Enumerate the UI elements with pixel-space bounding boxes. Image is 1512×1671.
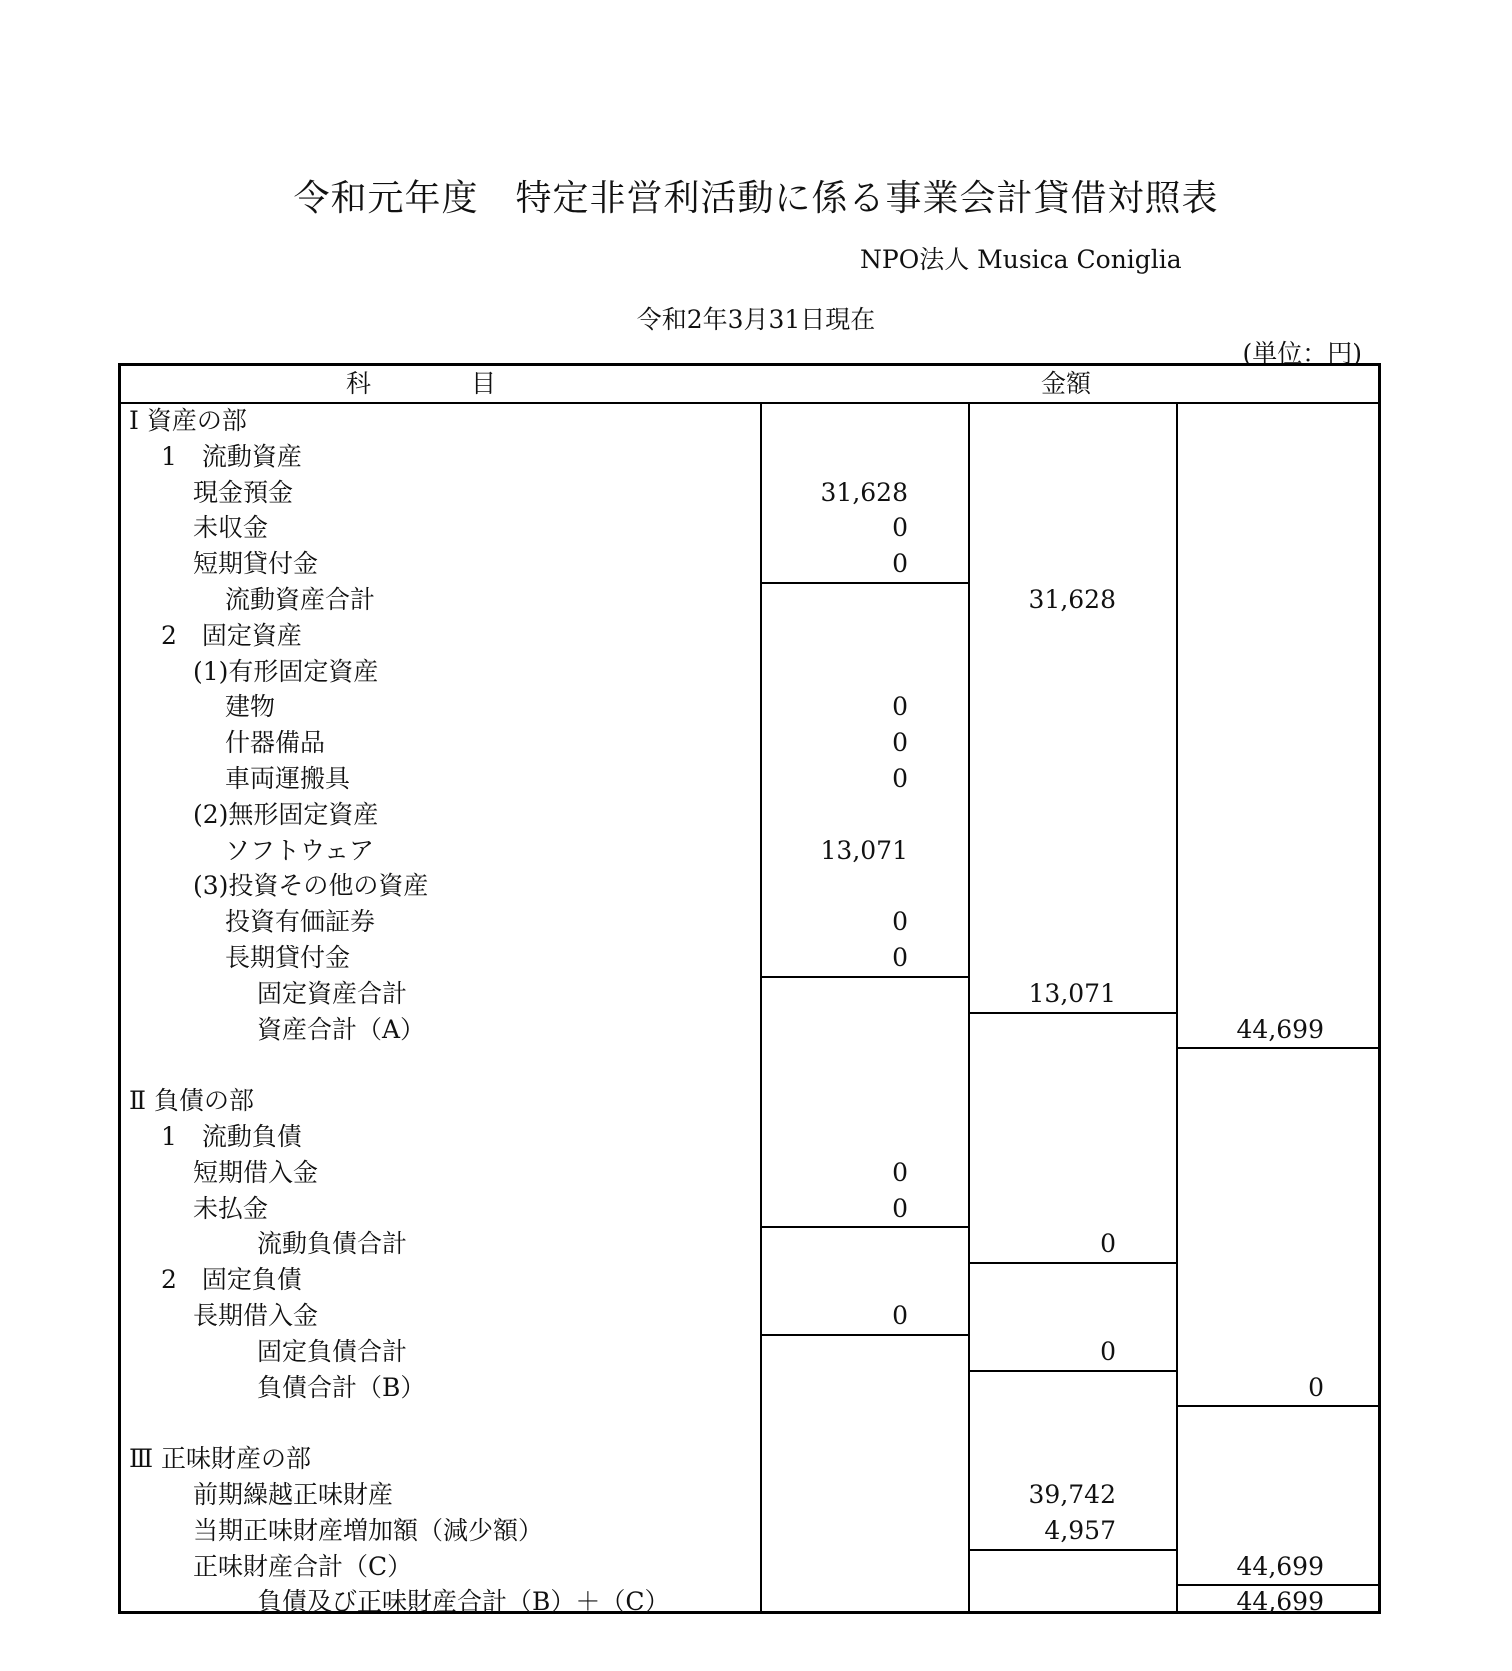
row-label: 負債合計（B） (257, 1372, 426, 1402)
amount-cell: 13,071 (820, 835, 908, 865)
row-label: Ⅱ 負債の部 (129, 1086, 254, 1116)
row-label: (1)有形固定資産 (193, 656, 379, 686)
amount-cell: 0 (892, 1193, 908, 1223)
document-title: 令和元年度 特定非営利活動に係る事業会計貸借対照表 (293, 178, 1219, 219)
amount-cell: 0 (892, 1157, 908, 1187)
row-label: 長期貸付金 (225, 943, 351, 972)
row-label: Ⅲ 正味財産の部 (129, 1444, 312, 1474)
row-label: Ⅰ 資産の部 (129, 406, 247, 435)
row-label: 長期借入金 (193, 1301, 319, 1330)
row-label: 未払金 (193, 1193, 269, 1223)
row-label: 短期借入金 (193, 1157, 319, 1187)
row-label: 固定資産合計 (257, 978, 408, 1008)
row-label: 1 流動資産 (161, 441, 302, 471)
row-label: 建物 (225, 692, 276, 722)
row-label: 負債及び正味財産合計（B）＋（C） (257, 1587, 670, 1617)
header-subject: 科 目 (346, 369, 497, 398)
amount-cell: 0 (1308, 1372, 1324, 1402)
amount-cell: 31,628 (820, 477, 908, 507)
subtotal-rule (1176, 1405, 1381, 1407)
subtotal-rule (968, 1012, 1176, 1014)
amount-cell: 0 (892, 728, 908, 758)
as-of-date: 令和2年3月31日現在 (636, 305, 876, 334)
row-label: 1 流動負債 (161, 1122, 302, 1151)
amount-cell: 4,957 (1044, 1515, 1116, 1545)
subtotal-rule (760, 582, 968, 584)
subtotal-rule (1176, 1584, 1381, 1586)
subtotal-rule (760, 976, 968, 978)
subtotal-rule (968, 1370, 1176, 1372)
header-amount: 金額 (1041, 369, 1092, 398)
row-label: 固定負債合計 (257, 1336, 408, 1366)
amount-cell: 0 (1100, 1229, 1116, 1259)
amount-cell: 0 (892, 764, 908, 793)
header-divider (121, 402, 1378, 404)
row-label: 現金預金 (193, 477, 294, 507)
amount-cell: 0 (892, 1301, 908, 1330)
amount-cell: 13,071 (1028, 978, 1116, 1008)
subtotal-rule (968, 1262, 1176, 1264)
amount-cell: 0 (892, 943, 908, 972)
row-label: 未収金 (193, 513, 269, 543)
column-divider-3 (1176, 403, 1178, 1611)
row-label: 短期貸付金 (193, 549, 319, 579)
amount-cell: 0 (892, 692, 908, 722)
unit-label: (単位：円) (1242, 339, 1362, 368)
amount-cell: 44,699 (1236, 1587, 1324, 1617)
amount-cell: 0 (892, 549, 908, 579)
amount-cell: 44,699 (1236, 1551, 1324, 1581)
row-label: 資産合計（A） (257, 1014, 426, 1044)
balance-sheet-table (118, 363, 1381, 1617)
row-label: 2 固定負債 (161, 1265, 302, 1295)
row-label: (3)投資その他の資産 (193, 871, 429, 901)
row-label: 2 固定資産 (161, 620, 302, 650)
subtotal-rule (760, 1226, 968, 1228)
row-label: 車両運搬具 (225, 764, 351, 793)
amount-cell: 44,699 (1236, 1014, 1324, 1044)
row-label: 前期繰越正味財産 (193, 1480, 394, 1509)
amount-cell: 0 (892, 513, 908, 543)
subtotal-rule (760, 1334, 968, 1336)
row-label: 正味財産合計（C） (193, 1551, 413, 1581)
column-divider-2 (968, 403, 970, 1611)
subtotal-rule (1176, 1047, 1381, 1049)
row-label: ソフトウェア (225, 835, 375, 865)
subtotal-rule (968, 1549, 1176, 1551)
row-label: 流動負債合計 (257, 1229, 408, 1259)
row-label: (2)無形固定資産 (193, 799, 379, 829)
amount-cell: 39,742 (1028, 1480, 1116, 1509)
row-label: 什器備品 (225, 728, 326, 758)
row-label: 投資有価証券 (225, 907, 376, 937)
organization-name: NPO法人 Musica Coniglia (860, 245, 1182, 274)
row-label: 流動資産合計 (225, 585, 376, 614)
amount-cell: 0 (892, 907, 908, 937)
column-divider-1 (760, 403, 762, 1611)
row-label: 当期正味財産増加額（減少額） (193, 1515, 544, 1545)
amount-cell: 0 (1100, 1336, 1116, 1366)
amount-cell: 31,628 (1028, 585, 1116, 614)
